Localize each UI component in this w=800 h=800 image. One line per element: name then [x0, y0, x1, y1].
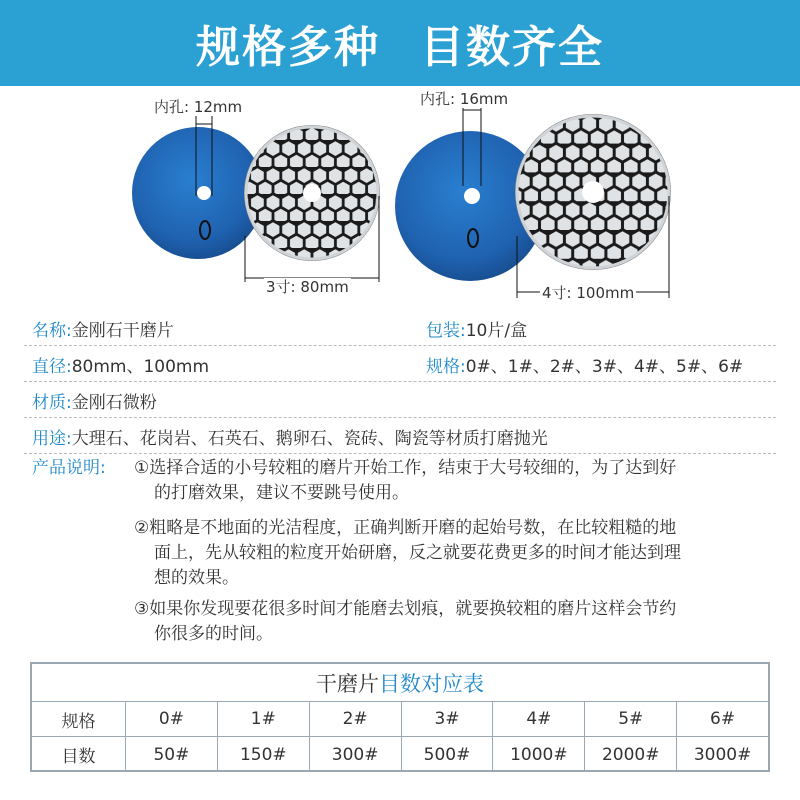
caption-part1: 干磨片: [316, 671, 379, 696]
pack-label: 包装:: [426, 320, 466, 341]
spec-row-material: [24, 382, 776, 418]
spec-pack: [426, 310, 527, 346]
usage-label: 用途:: [32, 428, 72, 449]
table-cell: 1000#: [493, 737, 585, 772]
description-label: 产品说明:: [32, 458, 106, 478]
grit-table-caption: [32, 664, 768, 702]
table-cell: 4#: [493, 702, 585, 736]
description-item-1-line-1: ①选择合适的小号较粗的磨片开始工作，结束于大号较细的，为了达到好: [134, 458, 677, 478]
material-label: 材质:: [32, 392, 72, 413]
row-spec-label: 规格: [32, 702, 126, 736]
pad-100mm-diamond: [515, 114, 671, 270]
pad-80mm-diamond: [244, 125, 380, 261]
description-item-3: [134, 597, 782, 647]
description-item-2-line-1: ②粗略是不地面的光洁程度，正确判断开磨的起始号数，在比较粗糙的地: [134, 518, 677, 538]
spec-usage: [32, 418, 548, 454]
table-cell: 500#: [402, 737, 494, 772]
grit-table: [30, 662, 770, 772]
spec-row-dia-grade: [24, 346, 776, 382]
pack-value: 10片/盒: [465, 320, 528, 341]
caption-part2: 目数对应表: [379, 671, 484, 696]
hole-12mm-label: 内孔: 12mm: [154, 98, 243, 116]
name-label: 名称:: [32, 320, 72, 341]
grade-label: 规格:: [426, 356, 466, 377]
spec-material: [32, 382, 157, 418]
description-item-1-line-2: 的打磨效果，建议不要跳号使用。: [154, 483, 409, 503]
spec-name: [32, 310, 174, 346]
grit-table-row-spec: [32, 702, 768, 737]
description-item-1: [134, 456, 782, 506]
usage-value: 大理石、花岗岩、石英石、鹅卵石、瓷砖、陶瓷等材质打磨抛光: [71, 428, 548, 449]
product-illustration: [0, 86, 800, 310]
spec-row-usage: [24, 418, 776, 454]
table-cell: 50#: [126, 737, 218, 772]
table-cell: 300#: [310, 737, 402, 772]
size-80mm-label: 3寸: 80mm: [266, 278, 349, 296]
description-item-2-line-3: 想的效果。: [154, 568, 239, 588]
row-mesh-label: 目数: [32, 737, 126, 772]
table-cell: 2#: [310, 702, 402, 736]
spec-diameter: [32, 346, 209, 382]
banner-title-part2: 目数齐全: [420, 22, 604, 73]
diameter-value: 80mm、100mm: [71, 356, 210, 377]
title-banner: [0, 0, 800, 86]
material-value: 金刚石微粉: [71, 392, 157, 413]
table-cell: 5#: [585, 702, 677, 736]
size-100mm-label: 4寸: 100mm: [542, 284, 635, 302]
spec-grade: [426, 346, 743, 382]
description-item-3-line-1: ③如果你发现要花很多时间才能磨去划痕，就要换较粗的磨片这样会节约: [134, 599, 677, 619]
table-cell: 6#: [710, 709, 736, 729]
name-value: 金刚石干磨片: [71, 320, 174, 341]
banner-title-part1: 规格多种: [196, 22, 380, 73]
grit-table-row-mesh: [32, 737, 768, 772]
diameter-label: 直径:: [32, 356, 72, 377]
table-cell: 150#: [218, 737, 310, 772]
table-cell: 0#: [126, 702, 218, 736]
grade-value: 0#、1#、2#、3#、4#、5#、6#: [465, 356, 744, 377]
spec-row-name-pack: [24, 310, 776, 346]
table-cell: 1#: [218, 702, 310, 736]
table-cell: 3#: [402, 702, 494, 736]
table-cell: 2000#: [585, 737, 677, 772]
banner-title: [196, 11, 604, 75]
description-item-3-line-2: 你很多的时间。: [154, 624, 273, 644]
table-cell: 3000#: [693, 744, 752, 765]
description-item-2-line-2: 面上，先从较粗的粒度开始研磨，反之就要花费更多的时间才能达到理: [154, 543, 681, 563]
product-images: [0, 86, 800, 310]
hole-16mm-label: 内孔: 16mm: [420, 90, 509, 108]
description-item-2: [134, 516, 782, 591]
